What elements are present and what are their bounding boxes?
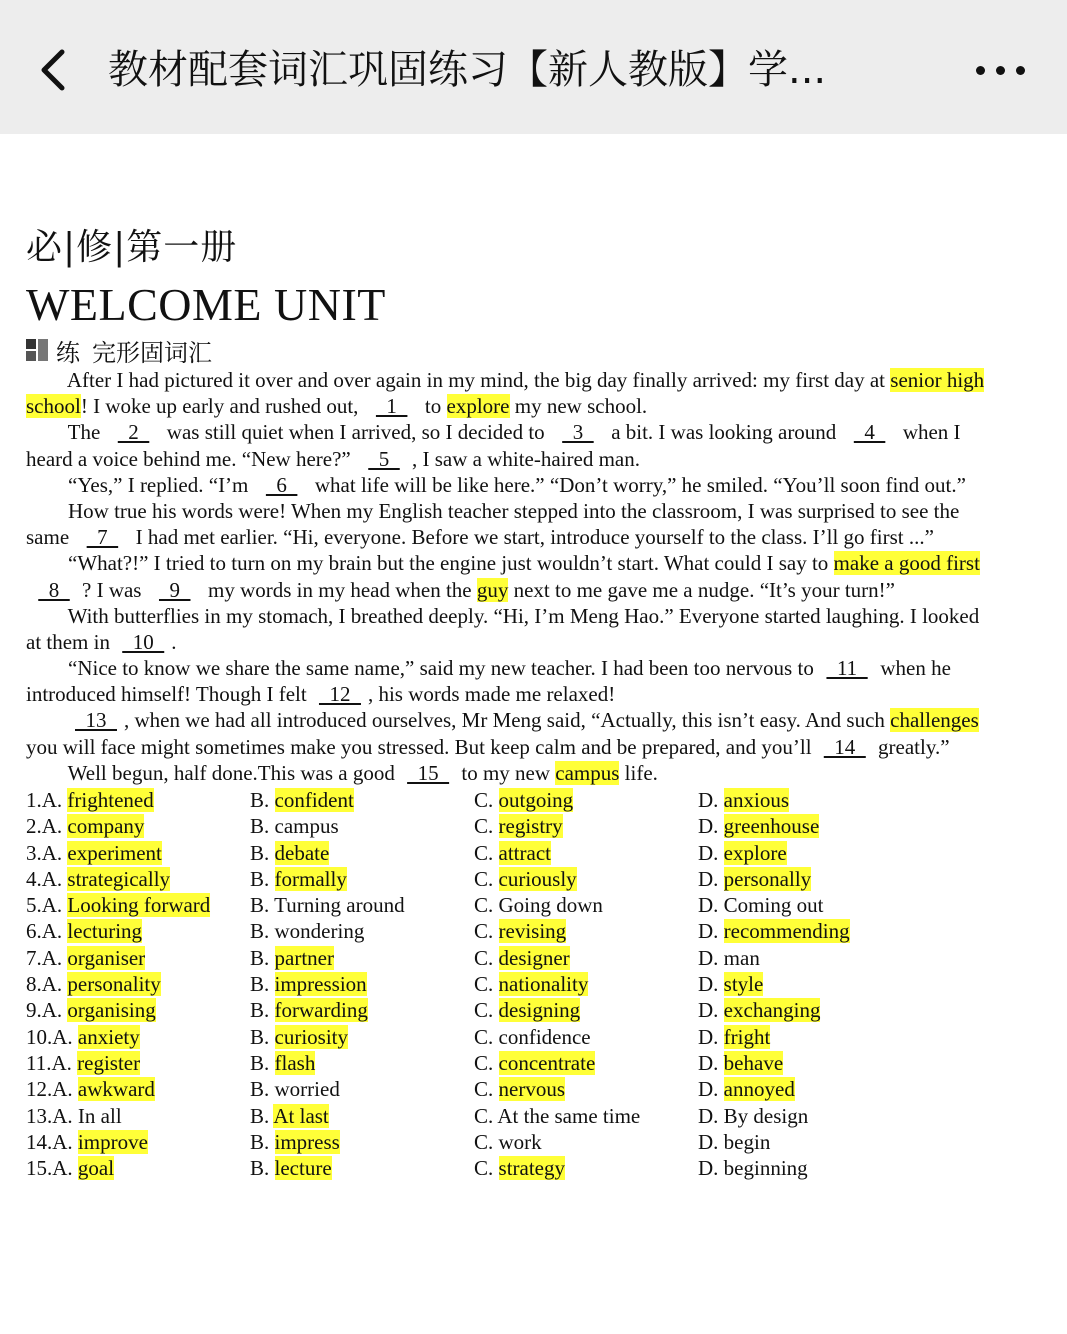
option-15-d[interactable] bbox=[698, 1155, 808, 1181]
option-letter: D. bbox=[698, 972, 724, 997]
passage-line bbox=[26, 734, 1067, 760]
blank-11[interactable]: 11 bbox=[826, 656, 868, 681]
option-letter: D. bbox=[698, 1050, 724, 1075]
passage-line bbox=[26, 707, 1067, 733]
blank-13[interactable]: 13 bbox=[75, 708, 117, 733]
option-letter: C. bbox=[474, 1024, 499, 1049]
section-heading bbox=[26, 334, 212, 366]
option-letter: C. bbox=[474, 1050, 499, 1075]
option-3-c[interactable] bbox=[474, 840, 551, 866]
option-row bbox=[26, 1076, 1066, 1102]
passage-text: my words in my head when the bbox=[202, 577, 477, 602]
option-7-c[interactable] bbox=[474, 945, 570, 971]
blank-12[interactable]: 12 bbox=[318, 682, 361, 707]
more-dots-icon[interactable] bbox=[966, 42, 1036, 98]
option-row bbox=[26, 971, 1066, 997]
blank-7[interactable]: 7 bbox=[86, 525, 119, 550]
option-5-d[interactable] bbox=[698, 892, 823, 918]
passage-text: life. bbox=[619, 760, 658, 785]
option-letter: 13.A. bbox=[26, 1103, 78, 1128]
option-10-a[interactable] bbox=[26, 1024, 140, 1050]
option-3-b[interactable] bbox=[250, 840, 329, 866]
option-row bbox=[26, 1103, 1066, 1129]
option-letter: B. bbox=[250, 1129, 275, 1154]
option-9-c[interactable] bbox=[474, 997, 580, 1023]
option-word: debate bbox=[274, 840, 330, 865]
blank-14[interactable]: 14 bbox=[823, 734, 866, 759]
passage-text: same bbox=[26, 525, 75, 550]
option-letter: D. bbox=[698, 893, 724, 918]
highlighted-text: make a good first bbox=[833, 551, 980, 576]
option-6-d[interactable] bbox=[698, 918, 850, 944]
blank-9[interactable]: 9 bbox=[158, 577, 191, 602]
passage-text: you will face might sometimes make you stressed. But keep calm and be prepared, and you’ll bbox=[26, 734, 817, 759]
passage-text: at them in bbox=[26, 629, 116, 654]
option-4-b[interactable] bbox=[250, 866, 347, 892]
option-word: register bbox=[77, 1050, 141, 1075]
option-14-c[interactable] bbox=[474, 1129, 542, 1155]
option-word: Coming out bbox=[723, 893, 824, 918]
option-letter: D. bbox=[698, 1024, 724, 1049]
option-letter: B. bbox=[250, 1050, 275, 1075]
option-word: nervous bbox=[498, 1077, 566, 1102]
option-word: anxious bbox=[723, 788, 789, 812]
passage-text: what life will be like here.” “Don’t worry,” he smiled. “You’ll soon find out.” bbox=[309, 472, 966, 497]
option-letter: B. bbox=[250, 945, 275, 970]
back-button[interactable] bbox=[32, 42, 80, 98]
passage-line bbox=[26, 681, 1067, 707]
passage-text bbox=[26, 708, 68, 732]
option-letter: 15.A. bbox=[26, 1156, 78, 1181]
passage-text: “Yes,” I replied. “I’m bbox=[26, 472, 254, 497]
passage-line bbox=[26, 760, 1067, 786]
option-word: strategy bbox=[498, 1156, 565, 1181]
passage-text: to bbox=[419, 394, 447, 419]
option-word: attract bbox=[498, 840, 551, 865]
option-11-d[interactable] bbox=[698, 1050, 783, 1076]
highlighted-text: senior high bbox=[890, 368, 985, 392]
option-word: company bbox=[67, 814, 145, 839]
option-1-a[interactable] bbox=[26, 787, 154, 813]
option-word: curiously bbox=[498, 866, 577, 891]
option-word: exchanging bbox=[723, 998, 821, 1023]
passage-text: Well begun, half done.This was a good bbox=[26, 760, 401, 785]
passage-text: , his words made me relaxed! bbox=[367, 682, 616, 707]
option-row bbox=[26, 840, 1066, 866]
option-row bbox=[26, 1129, 1066, 1155]
option-letter: C. bbox=[474, 1103, 498, 1128]
passage-text: when I bbox=[897, 420, 961, 445]
book-volume-title: 必|修|第一册 bbox=[26, 227, 238, 268]
passage-line bbox=[26, 577, 1067, 603]
option-9-d[interactable] bbox=[698, 997, 820, 1023]
option-letter: 14.A. bbox=[26, 1129, 78, 1154]
passage-text: when he bbox=[875, 656, 951, 681]
option-letter: D. bbox=[698, 1103, 724, 1128]
option-word: designing bbox=[498, 998, 581, 1023]
option-letter: B. bbox=[250, 840, 275, 865]
blank-1[interactable]: 1 bbox=[375, 394, 408, 419]
option-row bbox=[26, 892, 1066, 918]
option-word: recommending bbox=[723, 919, 850, 944]
answer-options bbox=[26, 787, 1066, 1181]
option-row bbox=[26, 918, 1066, 944]
highlighted-text: campus bbox=[555, 760, 620, 785]
option-word: impression bbox=[274, 972, 367, 997]
passage-text: introduced himself! Though I felt bbox=[26, 682, 312, 707]
option-word: beginning bbox=[723, 1156, 808, 1181]
option-5-b[interactable] bbox=[250, 892, 405, 918]
passage-text: How true his words were! When my English teacher stepped into the classroom, I was surprised to see the bbox=[26, 498, 960, 523]
option-letter: 5.A. bbox=[26, 893, 68, 918]
option-word: begin bbox=[723, 1129, 771, 1154]
option-8-d[interactable] bbox=[698, 971, 763, 997]
option-14-d[interactable] bbox=[698, 1129, 770, 1155]
passage-text: “What?!” I tried to turn on my brain but the engine just wouldn’t start. What could I say to bbox=[26, 551, 834, 576]
section-name: 完形固词汇 bbox=[92, 338, 212, 367]
unit-title: WELCOME UNIT bbox=[26, 279, 386, 330]
option-word: By design bbox=[723, 1103, 809, 1128]
option-letter: C. bbox=[474, 972, 499, 997]
option-12-b[interactable] bbox=[250, 1076, 340, 1102]
chevron-left-icon bbox=[32, 42, 80, 98]
option-word: forwarding bbox=[274, 998, 368, 1023]
option-letter: 10.A. bbox=[26, 1024, 78, 1049]
option-word: personality bbox=[67, 972, 161, 997]
option-word: behave bbox=[723, 1050, 784, 1075]
passage-line bbox=[26, 655, 1067, 681]
option-row bbox=[26, 813, 1066, 839]
option-word: improve bbox=[77, 1129, 148, 1154]
option-2-c[interactable] bbox=[474, 813, 563, 839]
option-4-a[interactable] bbox=[26, 866, 170, 892]
passage-text: . bbox=[171, 629, 177, 654]
option-letter: B. bbox=[250, 866, 275, 891]
option-letter: 8.A. bbox=[26, 972, 68, 997]
option-letter: B. bbox=[250, 814, 275, 839]
option-9-b[interactable] bbox=[250, 997, 368, 1023]
option-letter: D. bbox=[698, 998, 724, 1023]
option-letter: C. bbox=[474, 866, 499, 891]
option-2-b[interactable] bbox=[250, 813, 339, 839]
option-word: nationality bbox=[498, 972, 589, 997]
option-6-c[interactable] bbox=[474, 918, 566, 944]
option-word: goal bbox=[77, 1156, 115, 1181]
option-letter: C. bbox=[474, 814, 499, 839]
highlighted-text: explore bbox=[446, 394, 510, 419]
option-letter: D. bbox=[698, 1156, 724, 1181]
option-letter: 2.A. bbox=[26, 814, 68, 839]
blank-6[interactable]: 6 bbox=[265, 472, 298, 497]
option-7-a[interactable] bbox=[26, 945, 145, 971]
option-letter: D. bbox=[698, 1077, 724, 1102]
option-letter: 1.A. bbox=[26, 788, 68, 812]
blank-15[interactable]: 15 bbox=[407, 760, 450, 785]
blank-3[interactable]: 3 bbox=[562, 420, 594, 445]
option-letter: D. bbox=[698, 840, 724, 865]
option-row bbox=[26, 997, 1066, 1023]
option-letter: B. bbox=[250, 1103, 274, 1128]
option-letter: D. bbox=[698, 945, 724, 970]
passage-line bbox=[26, 367, 1067, 393]
option-9-a[interactable] bbox=[26, 997, 156, 1023]
option-word: greenhouse bbox=[723, 814, 820, 839]
option-2-d[interactable] bbox=[698, 813, 819, 839]
option-letter: B. bbox=[250, 972, 275, 997]
passage-text: to my new bbox=[456, 760, 556, 785]
option-7-b[interactable] bbox=[250, 945, 334, 971]
cloze-passage bbox=[26, 367, 1067, 786]
option-letter: C. bbox=[474, 1129, 499, 1154]
option-word: designer bbox=[498, 945, 570, 970]
option-row bbox=[26, 866, 1066, 892]
option-word: frightened bbox=[67, 788, 154, 812]
option-15-b[interactable] bbox=[250, 1155, 332, 1181]
option-word: annoyed bbox=[723, 1077, 795, 1102]
passage-text: , when we had all introduced ourselves, Mr Meng said, “Actually, this isn’t easy. And such bbox=[124, 708, 891, 733]
option-word: experiment bbox=[67, 840, 162, 865]
passage-text: ! I woke up early and rushed out, bbox=[80, 394, 364, 419]
passage-text: “Nice to know we share the same name,” said my new teacher. I had been too nervous to bbox=[26, 656, 820, 681]
option-letter: B. bbox=[250, 788, 275, 812]
passage-line bbox=[26, 629, 1067, 655]
option-letter: C. bbox=[474, 1156, 499, 1181]
option-word: explore bbox=[723, 840, 787, 865]
passage-text: The bbox=[26, 420, 106, 445]
option-letter: D. bbox=[698, 919, 724, 944]
option-5-c[interactable] bbox=[474, 892, 603, 918]
option-word: fright bbox=[723, 1024, 771, 1049]
option-letter: 11.A. bbox=[26, 1050, 78, 1075]
option-letter: B. bbox=[250, 1156, 275, 1181]
option-word: Turning around bbox=[274, 893, 405, 918]
option-word: anxiety bbox=[77, 1024, 140, 1049]
passage-line bbox=[26, 524, 1067, 550]
option-word: curiosity bbox=[274, 1024, 349, 1049]
option-letter: 7.A. bbox=[26, 945, 68, 970]
blank-2[interactable]: 2 bbox=[117, 420, 150, 445]
option-10-c[interactable] bbox=[474, 1024, 591, 1050]
blank-4[interactable]: 4 bbox=[853, 420, 886, 445]
passage-text: greatly.” bbox=[872, 734, 950, 759]
option-14-a[interactable] bbox=[26, 1129, 148, 1155]
passage-text: heard a voice behind me. “New here?” bbox=[26, 446, 356, 471]
option-word: impress bbox=[274, 1129, 340, 1154]
passage-text: was still quiet when I arrived, so I decided to bbox=[161, 420, 550, 445]
option-row bbox=[26, 787, 1066, 813]
option-letter: D. bbox=[698, 814, 724, 839]
option-word: wondering bbox=[274, 919, 365, 944]
option-letter: B. bbox=[250, 1024, 275, 1049]
option-word: Going down bbox=[498, 893, 603, 918]
option-11-b[interactable] bbox=[250, 1050, 315, 1076]
option-10-b[interactable] bbox=[250, 1024, 348, 1050]
option-word: concentrate bbox=[498, 1050, 596, 1075]
option-letter: B. bbox=[250, 1077, 275, 1102]
option-11-c[interactable] bbox=[474, 1050, 595, 1076]
option-word: organiser bbox=[67, 945, 146, 970]
option-3-a[interactable] bbox=[26, 840, 162, 866]
option-8-c[interactable] bbox=[474, 971, 588, 997]
passage-text: next to me gave me a nudge. “It’s your turn!” bbox=[508, 577, 895, 602]
option-11-a[interactable] bbox=[26, 1050, 140, 1076]
highlighted-text: school bbox=[26, 394, 81, 419]
blank-5[interactable]: 5 bbox=[368, 446, 400, 471]
option-word: outgoing bbox=[498, 788, 574, 812]
option-letter: 9.A. bbox=[26, 998, 68, 1023]
option-3-d[interactable] bbox=[698, 840, 787, 866]
option-word: lecture bbox=[274, 1156, 332, 1181]
option-7-d[interactable] bbox=[698, 945, 760, 971]
option-1-d[interactable] bbox=[698, 787, 789, 813]
option-13-c[interactable] bbox=[474, 1103, 640, 1129]
option-word: man bbox=[723, 945, 760, 970]
option-word: confident bbox=[274, 788, 354, 812]
option-letter: B. bbox=[250, 893, 275, 918]
document-title: 教材配套词汇巩固练习【新人教版】学... bbox=[108, 47, 827, 93]
option-word: awkward bbox=[77, 1077, 155, 1102]
option-word: lecturing bbox=[67, 919, 143, 944]
option-letter: B. bbox=[250, 998, 275, 1023]
option-row bbox=[26, 1155, 1066, 1181]
option-word: At the same time bbox=[497, 1103, 641, 1128]
option-letter: C. bbox=[474, 893, 499, 918]
option-letter: C. bbox=[474, 1077, 499, 1102]
option-13-b[interactable] bbox=[250, 1103, 329, 1129]
option-word: organising bbox=[67, 998, 156, 1023]
option-row bbox=[26, 945, 1066, 971]
option-1-b[interactable] bbox=[250, 787, 354, 813]
option-letter: C. bbox=[474, 840, 499, 865]
highlighted-text: guy bbox=[476, 577, 509, 602]
passage-line bbox=[26, 550, 1067, 576]
option-letter: 6.A. bbox=[26, 919, 68, 944]
option-8-a[interactable] bbox=[26, 971, 161, 997]
option-word: At last bbox=[273, 1103, 329, 1128]
passage-line bbox=[26, 498, 1067, 524]
option-letter: D. bbox=[698, 788, 724, 812]
section-label: 练 bbox=[56, 338, 80, 367]
option-word: Looking forward bbox=[67, 893, 211, 918]
option-14-b[interactable] bbox=[250, 1129, 340, 1155]
option-10-d[interactable] bbox=[698, 1024, 770, 1050]
option-1-c[interactable] bbox=[474, 787, 573, 813]
option-letter: 4.A. bbox=[26, 866, 68, 891]
option-15-a[interactable] bbox=[26, 1155, 114, 1181]
option-letter: B. bbox=[250, 919, 275, 944]
option-12-c[interactable] bbox=[474, 1076, 565, 1102]
option-12-d[interactable] bbox=[698, 1076, 795, 1102]
option-word: personally bbox=[723, 866, 812, 891]
option-word: revising bbox=[498, 919, 567, 944]
option-12-a[interactable] bbox=[26, 1076, 155, 1102]
option-8-b[interactable] bbox=[250, 971, 367, 997]
passage-line bbox=[26, 446, 1067, 472]
option-word: worried bbox=[274, 1077, 340, 1102]
option-word: In all bbox=[77, 1103, 122, 1128]
option-5-a[interactable] bbox=[26, 892, 210, 918]
passage-text: I had met earlier. “Hi, everyone. Before we start, introduce yourself to the class. I’ll go first ...” bbox=[130, 525, 934, 550]
passage-text: After I had pictured it over and over again in my mind, the big day finally arrived: my first day at bbox=[26, 368, 891, 392]
option-4-d[interactable] bbox=[698, 866, 811, 892]
option-15-c[interactable] bbox=[474, 1155, 565, 1181]
option-word: style bbox=[723, 972, 764, 997]
option-6-b[interactable] bbox=[250, 918, 364, 944]
option-word: registry bbox=[498, 814, 563, 839]
option-letter: D. bbox=[698, 1129, 724, 1154]
option-letter: C. bbox=[474, 919, 499, 944]
option-6-a[interactable] bbox=[26, 918, 142, 944]
passage-text: my new school. bbox=[509, 394, 648, 419]
option-letter: C. bbox=[474, 788, 499, 812]
section-square-icon bbox=[26, 339, 48, 361]
option-letter: 3.A. bbox=[26, 840, 68, 865]
blank-10[interactable]: 10 bbox=[122, 629, 165, 654]
option-word: strategically bbox=[67, 866, 171, 891]
option-row bbox=[26, 1024, 1066, 1050]
top-bar bbox=[0, 0, 1067, 134]
option-letter: C. bbox=[474, 998, 499, 1023]
blank-8[interactable]: 8 bbox=[38, 577, 70, 602]
passage-text: , I saw a white-haired man. bbox=[412, 446, 640, 471]
option-word: flash bbox=[274, 1050, 316, 1075]
option-2-a[interactable] bbox=[26, 813, 144, 839]
option-4-c[interactable] bbox=[474, 866, 577, 892]
option-word: campus bbox=[274, 814, 339, 839]
passage-line bbox=[26, 393, 1067, 419]
option-word: work bbox=[498, 1129, 542, 1154]
highlighted-text: challenges bbox=[890, 708, 979, 733]
option-letter: C. bbox=[474, 945, 499, 970]
option-13-a[interactable] bbox=[26, 1103, 122, 1129]
option-letter: 12.A. bbox=[26, 1077, 78, 1102]
option-word: formally bbox=[274, 866, 347, 891]
passage-text: With butterflies in my stomach, I breathed deeply. “Hi, I’m Meng Hao.” Everyone started laughing. I looked bbox=[26, 603, 980, 628]
passage-text: a bit. I was looking around bbox=[605, 420, 842, 445]
option-word: confidence bbox=[498, 1024, 591, 1049]
passage-line bbox=[26, 472, 1067, 498]
option-row bbox=[26, 1050, 1066, 1076]
option-13-d[interactable] bbox=[698, 1103, 808, 1129]
passage-line bbox=[26, 603, 1067, 629]
option-letter: D. bbox=[698, 866, 724, 891]
passage-text: ? I was bbox=[82, 577, 147, 602]
option-word: partner bbox=[274, 945, 334, 970]
passage-line bbox=[26, 419, 1067, 445]
